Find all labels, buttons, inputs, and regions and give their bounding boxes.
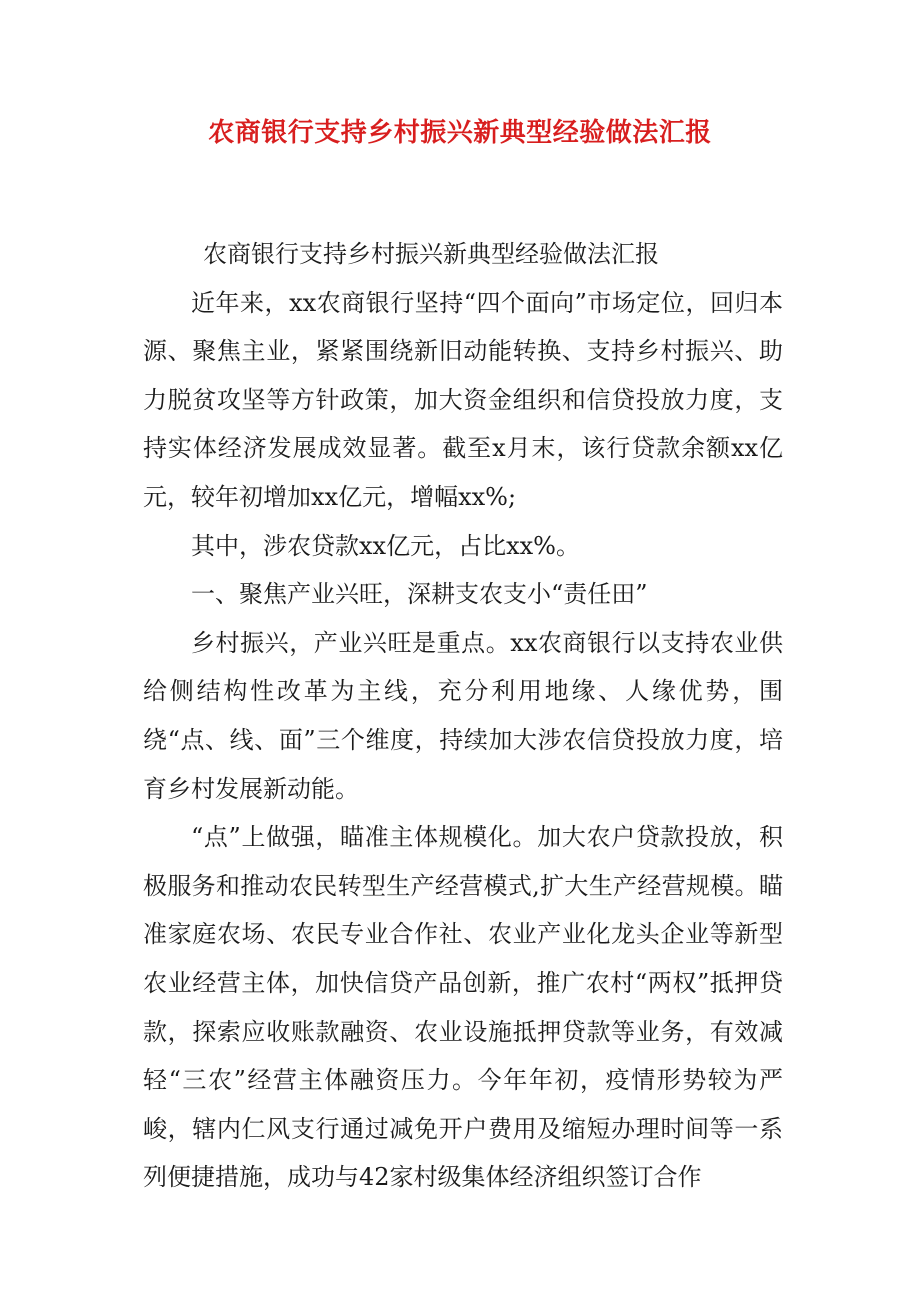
paragraph-agri-loans: 其中，涉农贷款xx亿元，占比xx%。 (191, 531, 580, 560)
paragraph-intro: 近年来，xx农商银行坚持“四个面向”市场定位，回归本源、聚焦主业，紧紧围绕新旧动能转换、支持乡村振兴、助力脱贫攻坚等方针政策，加大资金组织和信贷投放力度，支持实体经济发展成效显著。截至x月末，该行贷款余额xx亿元，较年初增加xx亿元，增幅xx%; (143, 288, 783, 511)
document-subtitle: 农商银行支持乡村振兴新典型经验做法汇报 (203, 240, 659, 268)
section-heading-1: 一、聚焦产业兴旺，深耕支农支小“责任田” (191, 580, 648, 609)
document-body (143, 230, 783, 1202)
paragraph-point: “点”上做强，瞄准主体规模化。加大农户贷款投放，积极服务和推动农民转型生产经营模式,扩大生产经营规模。瞄准家庭农场、农民专业合作社、农业产业化龙头企业等新型农业经营主体，加快信贷产品创新，推广农村“两权”抵押贷款，探索应收账款融资、农业设施抵押贷款等业务，有效减轻“三农”经营主体融资压力。今年年初，疫情形势较为严峻，辖内仁风支行通过减免开户费用及缩短办理时间等一系列便捷措施，成功与42家村级集体经济组织签订合作 (143, 823, 783, 1192)
document-title: 农商银行支持乡村振兴新典型经验做法汇报 (208, 118, 712, 148)
paragraph-industry: 乡村振兴，产业兴旺是重点。xx农商银行以支持农业供给侧结构性改革为主线，充分利用地缘、人缘优势，围绕“点、线、面”三个维度，持续加大涉农信贷投放力度，培育乡村发展新动能。 (143, 628, 783, 803)
